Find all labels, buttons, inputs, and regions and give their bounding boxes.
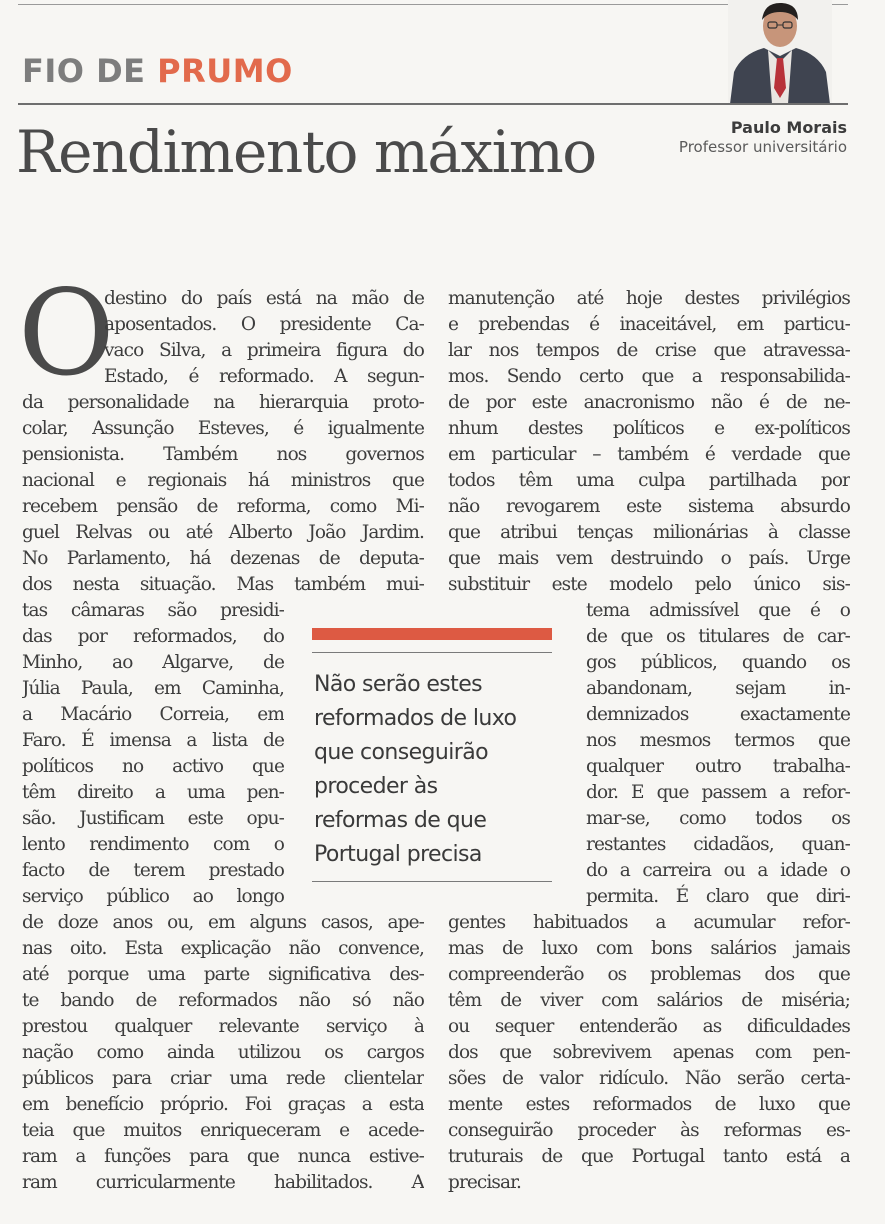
text-line: dos que sobrevivem apenas com pen- [448,1042,850,1063]
text-line: ram curricularmente habilitados. A [22,1172,424,1193]
text-line: colar, Assunção Esteves, é igualmente [22,418,424,439]
text-line: precisar. [448,1172,522,1193]
text-line: têm de viver com salários de miséria; [448,990,850,1011]
pullquote-line: reformas de que [314,808,487,833]
text-line: dor. E que passem a refor- [586,782,850,803]
text-line: sões de valor ridículo. Não serão certa- [448,1068,850,1089]
pullquote-line: proceder às [314,774,438,799]
col2-end [448,910,850,1196]
text-line: demnizados exactamente [586,704,850,725]
text-line: todos têm uma culpa partilhada por [448,470,850,491]
text-line: teia que muitos enriqueceram e acede- [22,1120,424,1141]
text-line: permita. É claro que diri- [586,886,850,907]
headline-rule [18,103,848,105]
text-line: mas de luxo com bons salários jamais [448,938,850,959]
headline: Rendimento máximo [16,118,596,186]
text-line: No Parlamento, há dezenas de deputa- [22,548,424,569]
col1-full [22,390,424,598]
text-line: têm direito a uma pen- [22,782,284,803]
pullquote-line: reformados de luxo [314,706,517,731]
text-line: que atribui tenças milionárias à classe [448,522,850,543]
text-line: nação como ainda utilizou os cargos [22,1042,424,1063]
text-line: de doze anos ou, em alguns casos, ape- [22,912,424,933]
text-line: tas câmaras são presidi- [22,600,284,621]
text-line: a Macário Correia, em [22,704,284,725]
text-line: que mais vem destruindo o país. Urge [448,548,850,569]
text-line: gentes habituados a acumular refor- [448,912,850,933]
top-rule [18,4,848,5]
pullquote-accent-bar [312,628,552,640]
pullquote-line: Não serão estes [314,672,482,697]
pullquote-line: Portugal precisa [314,842,482,867]
text-line: Faro. É imensa a lista de [22,730,284,751]
text-line: vaco Silva, a primeira figura do [104,340,424,361]
text-line: políticos no activo que [22,756,284,777]
text-line: Minho, ao Algarve, de [22,652,284,673]
col1-end [22,910,424,1196]
section-label-part1: FIO DE [22,52,158,90]
text-line: ou sequer entenderão as dificuldades [448,1016,850,1037]
col1-intro [104,286,424,390]
text-line: de por este anacronismo não é de ne- [448,392,850,413]
text-line: te bando de reformados não só não [22,990,424,1011]
text-line: nhum destes políticos e ex-políticos [448,418,850,439]
author-photo [728,0,832,104]
pullquote [314,668,554,872]
text-line: qualquer outro trabalha- [586,756,850,777]
author-portrait-image [728,0,832,104]
col2-narrow [586,598,850,910]
pullquote-line: que conseguirão [314,740,488,765]
text-line: abandonam, sejam in- [586,678,850,699]
text-line: nos mesmos termos que [586,730,850,751]
section-label-part2: PRUMO [157,52,293,90]
text-line: prestou qualquer relevante serviço à [22,1016,424,1037]
col2-top [448,286,850,598]
drop-cap: O [18,264,115,402]
pullquote-bottom-rule [312,881,552,882]
author-name: Paulo Morais [730,118,847,137]
text-line: serviço público ao longo [22,886,284,907]
text-line: são. Justificam este opu- [22,808,284,829]
text-line: mente estes reformados de luxo que [448,1094,850,1115]
text-line: substituir este modelo pelo único sis- [448,574,850,595]
text-line: guel Relvas ou até Alberto João Jardim. [22,522,424,543]
text-line: mos. Sendo certo que a responsabilida- [448,366,850,387]
pullquote-top-rule [312,652,552,653]
text-line: Estado, é reformado. A segun- [104,366,424,387]
text-line: manutenção até hoje destes privilégios [448,288,850,309]
text-line: conseguirão proceder às reformas es- [448,1120,850,1141]
text-line: dos nesta situação. Mas também mui- [22,574,424,595]
text-line: nas oito. Esta explicação não convence, [22,938,424,959]
text-line: ram a funções para que nunca estive- [22,1146,424,1167]
text-line: públicos para criar uma rede clientelar [22,1068,424,1089]
text-line: lar nos tempos de crise que atravessa- [448,340,850,361]
text-line: Júlia Paula, em Caminha, [22,678,284,699]
section-label [22,52,293,90]
text-line: tema admissível que é o [586,600,850,621]
text-line: do a carreira ou a idade o [586,860,850,881]
text-line: em benefício próprio. Foi graças a esta [22,1094,424,1115]
text-line: até porque uma parte significativa des- [22,964,424,985]
text-line: pensionista. Também nos governos [22,444,424,465]
text-line: e prebendas é inaceitável, em particu- [448,314,850,335]
text-line: facto de terem prestado [22,860,284,881]
text-line: nacional e regionais há ministros que [22,470,424,491]
text-line: gos públicos, quando os [586,652,850,673]
text-line: mar-se, como todos os [586,808,850,829]
text-line: em particular – também é verdade que [448,444,850,465]
author-role: Professor universitário [678,138,847,156]
text-line: aposentados. O presidente Ca- [104,314,424,335]
text-line: de que os titulares de car- [586,626,850,647]
text-line: compreenderão os problemas dos que [448,964,850,985]
text-line: das por reformados, do [22,626,284,647]
col1-narrow [22,598,284,910]
text-line: truturais de que Portugal tanto está a [448,1146,850,1167]
text-line: restantes cidadãos, quan- [586,834,850,855]
text-line: da personalidade na hierarquia proto- [22,392,424,413]
text-line: não revogarem este sistema absurdo [448,496,850,517]
text-line: lento rendimento com o [22,834,284,855]
text-line: destino do país está na mão de [104,288,424,309]
text-line: recebem pensão de reforma, como Mi- [22,496,424,517]
